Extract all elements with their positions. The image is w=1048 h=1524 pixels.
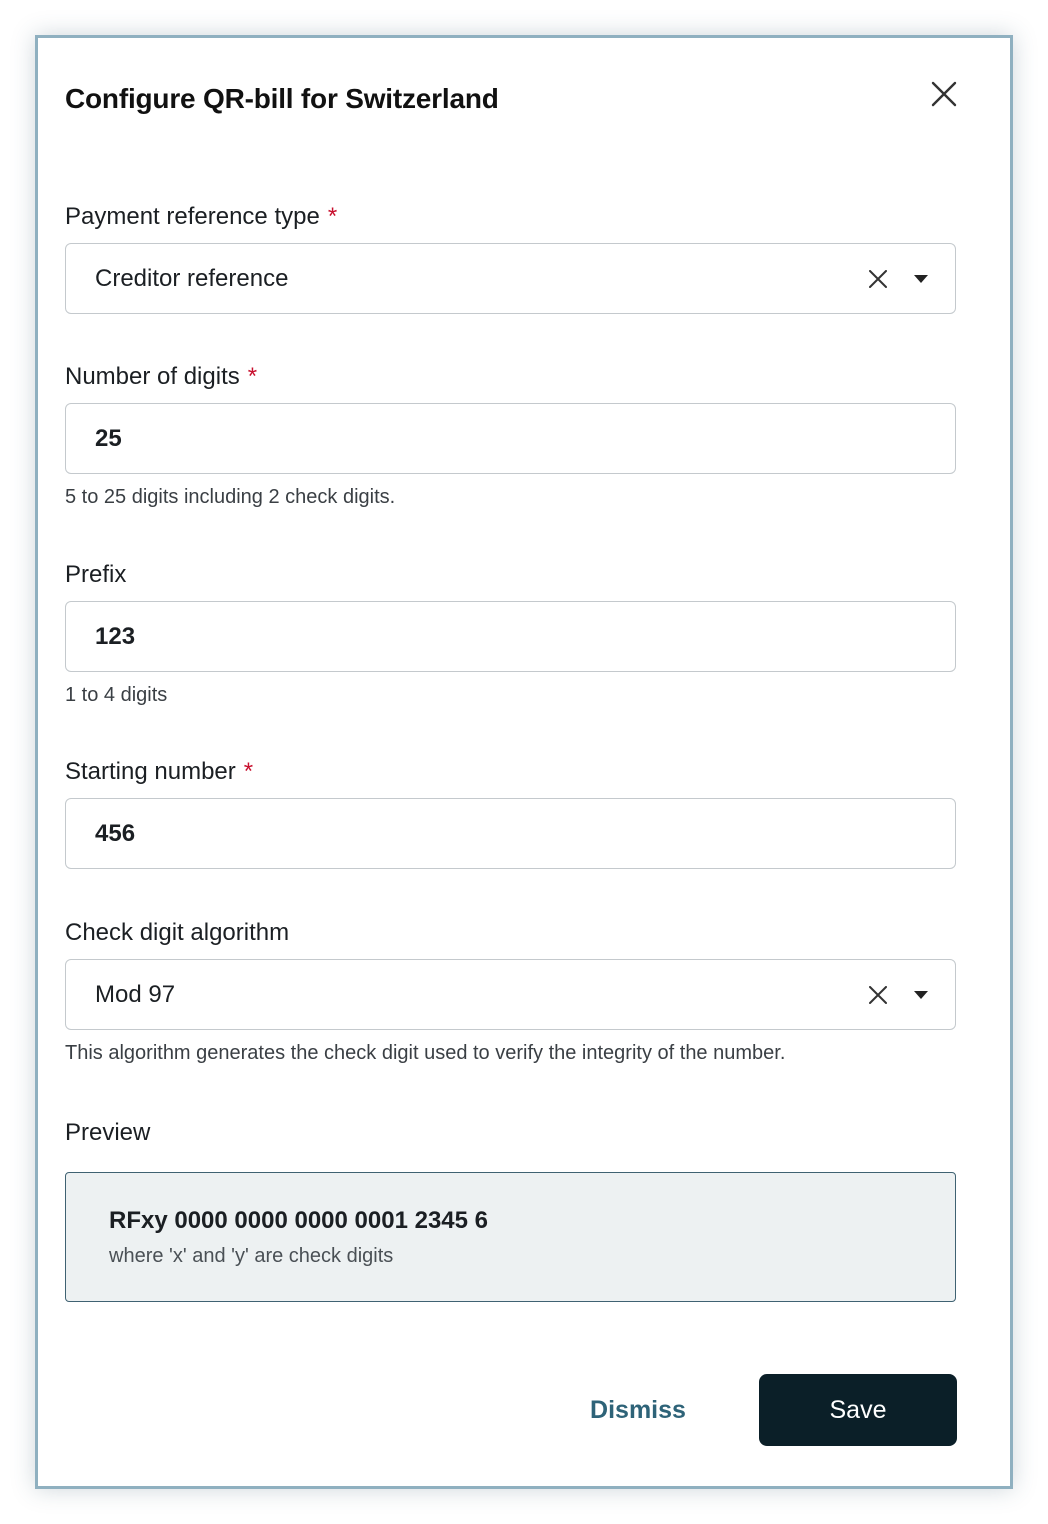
number-of-digits-input[interactable]	[66, 404, 955, 473]
starting-number-label	[65, 758, 253, 786]
caret-down-icon	[914, 991, 928, 999]
prefix-label: Prefix	[65, 561, 127, 588]
clear-icon	[869, 270, 887, 288]
number-of-digits-help: 5 to 25 digits including 2 check digits.	[65, 486, 396, 508]
required-marker: *	[247, 363, 258, 390]
save-button[interactable]: Save	[759, 1374, 957, 1446]
payment-reference-type-value: Creditor reference	[95, 264, 289, 292]
caret-down-icon	[914, 275, 928, 283]
check-digit-algorithm-label: Check digit algorithm	[65, 919, 290, 946]
payment-reference-type-label-text: Payment reference type	[65, 203, 320, 230]
payment-reference-type-select[interactable]	[65, 243, 956, 314]
required-marker: *	[243, 758, 254, 785]
starting-number-input[interactable]	[66, 799, 955, 868]
preview-value: RFxy 0000 0000 0000 0001 2345 6	[109, 1207, 488, 1234]
number-of-digits-field[interactable]	[65, 403, 956, 474]
dropdown-toggle[interactable]	[911, 988, 931, 1002]
number-of-digits-label-text: Number of digits	[65, 363, 240, 390]
close-icon	[931, 81, 957, 107]
prefix-field[interactable]	[65, 601, 956, 672]
number-of-digits-label	[65, 363, 257, 391]
required-marker: *	[327, 203, 338, 230]
close-button[interactable]	[928, 78, 960, 110]
preview-label: Preview	[65, 1119, 151, 1146]
dismiss-button[interactable]: Dismiss	[568, 1374, 708, 1446]
check-digit-algorithm-help: This algorithm generates the check digit used to verify the integrity of the number.	[65, 1042, 786, 1064]
preview-note: where 'x' and 'y' are check digits	[109, 1245, 394, 1267]
prefix-help: 1 to 4 digits	[65, 684, 168, 706]
check-digit-algorithm-value: Mod 97	[95, 980, 176, 1008]
qr-bill-config-dialog	[35, 35, 1013, 1489]
dropdown-toggle[interactable]	[911, 272, 931, 286]
clear-selection-button[interactable]	[866, 983, 890, 1007]
starting-number-label-text: Starting number	[65, 758, 236, 785]
clear-icon	[869, 986, 887, 1004]
check-digit-algorithm-select[interactable]	[65, 959, 956, 1030]
prefix-input[interactable]	[66, 602, 955, 671]
dialog-title: Configure QR-bill for Switzerland	[65, 83, 499, 114]
preview-box	[65, 1172, 956, 1302]
payment-reference-type-label	[65, 203, 337, 231]
clear-selection-button[interactable]	[866, 267, 890, 291]
starting-number-field[interactable]	[65, 798, 956, 869]
